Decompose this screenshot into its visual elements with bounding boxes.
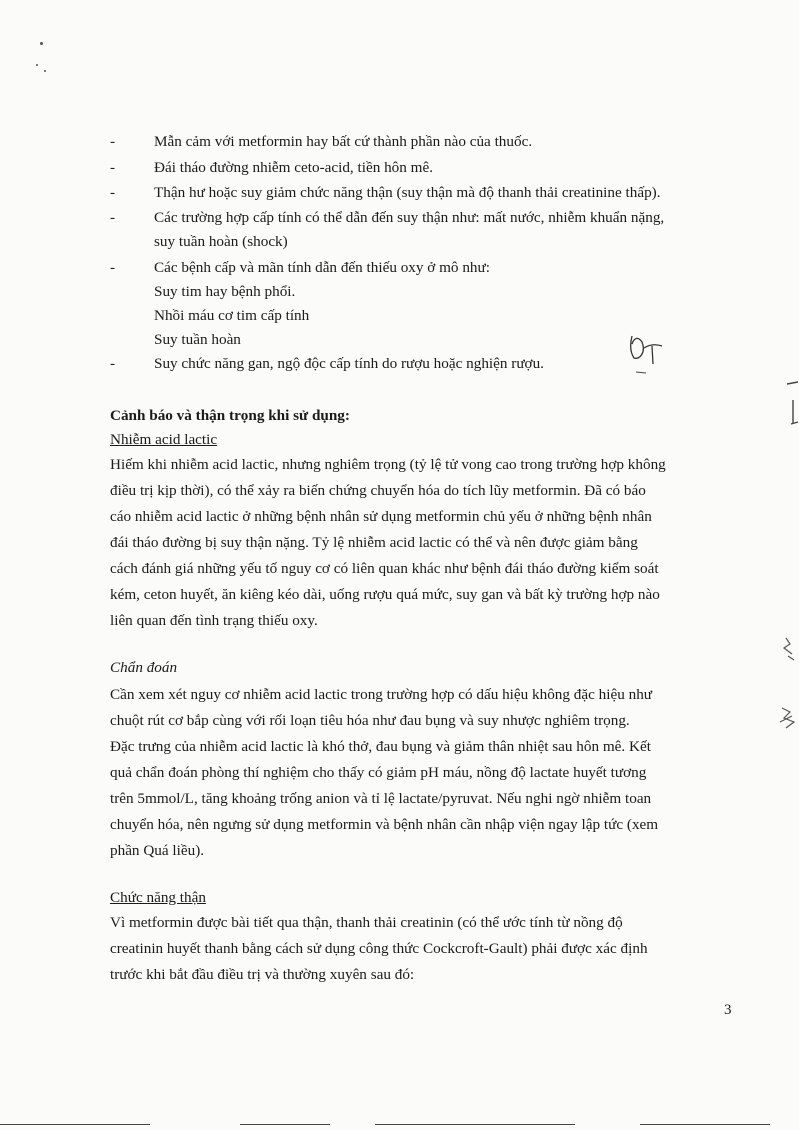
scan-edge-mark	[776, 636, 799, 736]
paragraph-line: cách đánh giá những yếu tố nguy cơ có liên quan khác như bệnh đái tháo đường kiểm soát	[110, 560, 659, 577]
list-item-text: Các bệnh cấp và mãn tính dẫn đến thiếu oxy ở mô như:	[154, 259, 490, 276]
paragraph-line: phần Quá liều).	[110, 842, 205, 859]
sub-item: Suy tim hay bệnh phổi.	[154, 283, 296, 300]
list-item-text: Suy chức năng gan, ngộ độc cấp tính do rượu hoặc nghiện rượu.	[154, 355, 544, 372]
paragraph-line: Cần xem xét nguy cơ nhiễm acid lactic trong trường hợp có dấu hiệu không đặc hiệu như	[110, 686, 653, 703]
paragraph-line: liên quan đến tình trạng thiếu oxy.	[110, 612, 318, 629]
list-item-continuation: suy tuần hoàn (shock)	[154, 233, 288, 250]
paragraph-line: creatinin huyết thanh bằng cách sử dụng công thức Cockcroft-Gault) phải được xác định	[110, 940, 648, 957]
list-item	[110, 256, 730, 280]
list-item-text: Thận hư hoặc suy giảm chức năng thận (suy thận mà độ thanh thải creatinine thấp).	[154, 184, 661, 201]
list-dash: -	[110, 209, 116, 226]
list-item-text: Mẫn cảm với metformin hay bất cứ thành phần nào của thuốc.	[154, 133, 533, 150]
subsection-heading: Chẩn đoán	[110, 659, 178, 676]
paragraph-line: chuột rút cơ bắp cùng với rối loạn tiêu hóa như đau bụng và suy nhược nghiêm trọng.	[110, 712, 630, 729]
paragraph-line: điều trị kịp thời), có thể xảy ra biến chứng chuyển hóa do tích lũy metformin. Đã có báo	[110, 482, 646, 499]
section-heading: Cảnh báo và thận trọng khi sử dụng:	[110, 407, 350, 424]
scan-bottom-rule	[640, 1124, 770, 1125]
diagnosis-paragraph	[110, 682, 735, 864]
paragraph-line: Hiếm khi nhiễm acid lactic, nhưng nghiêm trọng (tỷ lệ tử vong cao trong trường hợp không	[110, 456, 666, 473]
paragraph-line: trước khi bắt đầu điều trị và thường xuyên sau đó:	[110, 966, 415, 983]
list-dash: -	[110, 259, 116, 276]
list-item	[110, 206, 730, 230]
subsection-heading: Nhiễm acid lactic	[110, 431, 218, 448]
paragraph-line: trên 5mmol/L, tăng khoảng trống anion và tỉ lệ lactate/pyruvat. Nếu nghi ngờ nhiễm toan	[110, 790, 652, 807]
list-item	[110, 130, 730, 154]
list-item-text: Các trường hợp cấp tính có thể dẫn đến suy thận như: mất nước, nhiễm khuẩn nặng,	[154, 209, 665, 226]
paragraph-line: cáo nhiễm acid lactic ở những bệnh nhân sử dụng metformin chủ yếu ở những bệnh nhân	[110, 508, 652, 525]
paragraph-line: chuyển hóa, nên ngưng sử dụng metformin và bệnh nhân cần nhập viện ngay lập tức (xem	[110, 816, 659, 833]
lactic-paragraph	[110, 452, 735, 634]
list-dash: -	[110, 355, 116, 372]
scan-edge-mark	[783, 380, 799, 430]
scan-bottom-rule	[240, 1124, 330, 1125]
sub-item: Nhồi máu cơ tim cấp tính	[154, 307, 310, 324]
list-dash: -	[110, 184, 116, 201]
scan-speck	[36, 64, 38, 66]
paragraph-line: Đặc trưng của nhiễm acid lactic là khó thở, đau bụng và giảm thân nhiệt sau hôn mê. Kết	[110, 738, 651, 755]
list-item-text: Đái tháo đường nhiễm ceto-acid, tiền hôn mê.	[154, 159, 434, 176]
sub-item: Suy tuần hoàn	[154, 331, 241, 348]
renal-paragraph	[110, 910, 735, 988]
list-item	[110, 156, 730, 180]
page-number: 3	[724, 1002, 732, 1018]
scan-bottom-rule	[375, 1124, 575, 1125]
handwritten-initial-mark	[624, 330, 668, 376]
scan-bottom-rule	[0, 1124, 150, 1125]
paragraph-line: kém, ceton huyết, ăn kiêng kéo dài, uống rượu quá mức, suy gan và bất kỳ trường hợp nào	[110, 586, 660, 603]
list-dash: -	[110, 159, 116, 176]
list-item	[110, 181, 730, 205]
paragraph-line: quả chẩn đoán phòng thí nghiệm cho thấy có giảm pH máu, nồng độ lactate huyết tương	[110, 764, 647, 781]
scan-speck	[40, 42, 43, 45]
paragraph-line: Vì metformin được bài tiết qua thận, thanh thải creatinin (có thể ước tính từ nồng độ	[110, 914, 623, 931]
subsection-heading: Chức năng thận	[110, 889, 206, 906]
scan-speck	[44, 70, 46, 72]
list-dash: -	[110, 133, 116, 150]
paragraph-line: đái tháo đường bị suy thận nặng. Tỷ lệ nhiễm acid lactic có thể và nên được giảm bằng	[110, 534, 638, 551]
